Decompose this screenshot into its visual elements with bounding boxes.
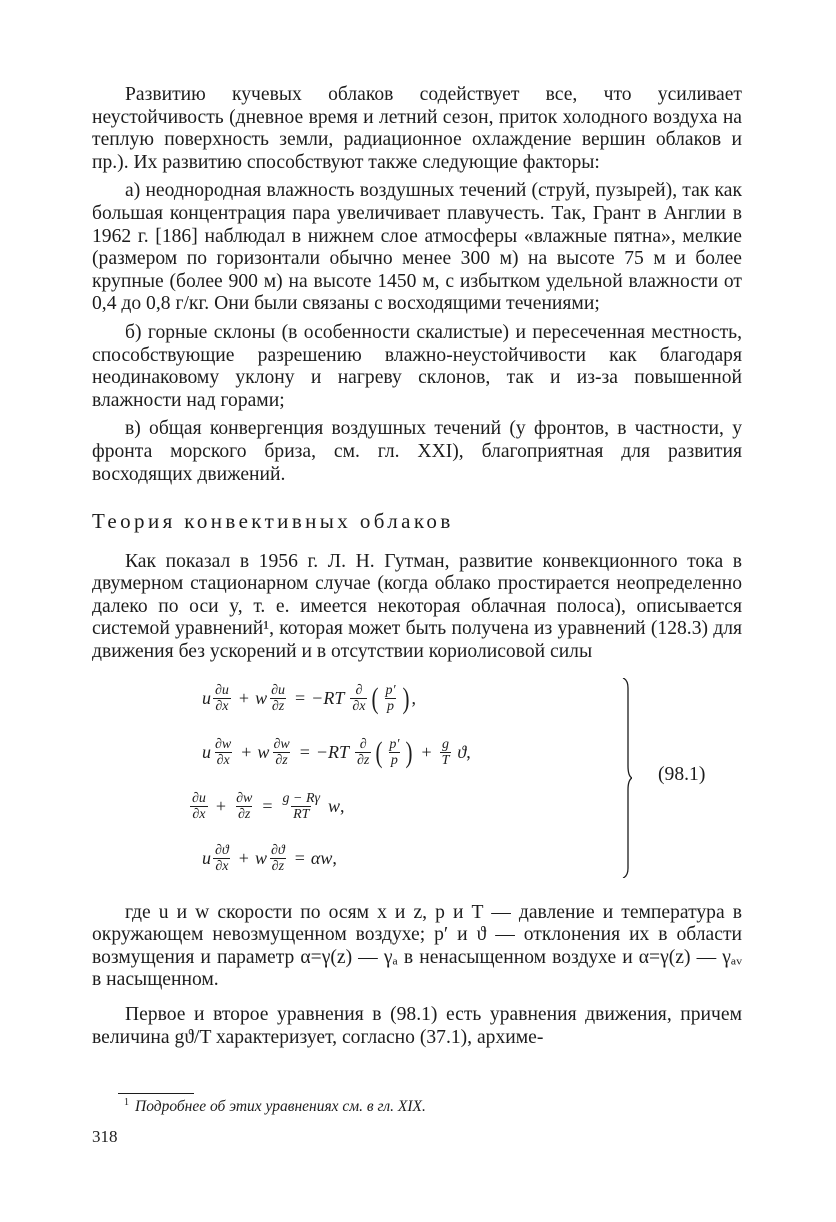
right-brace-icon — [622, 678, 632, 878]
equation-number: (98.1) — [658, 763, 706, 785]
equation-3: $\frac{\partial u}{\partial x}$ + $\frac{\partial w}{\partial z}$ = $\frac{g - R\gamma}{RT}$ w , — [192, 791, 345, 823]
footnote-text: Подробнее об этих уравнениях см. в гл. XIX. — [135, 1098, 426, 1116]
paragraph-last: Первое и второе уравнения в (98.1) есть уравнения движения, причем величина gϑ/T характеризует, согласно (37.1), архиме- — [92, 1004, 742, 1048]
section-heading: Теория конвективных облаков — [92, 509, 454, 534]
list-item-a: а) неоднородная влажность воздушных течений (струй, пузырей), так как большая концентрация пара увеличивает плавучесть. Так, Грант в Англии в 1962 г. [186] наблюдал в нижнем слое атмосферы «влажные пятна», мелкие (размером по горизонтали обычно менее 300 м) на высоте 75 м и более крупные (более 900 м) на высоте 1450 м, с избытком удельной влажности от 0,4 до 0,8 г/кг. Они были связаны с восходящими течениями; — [92, 180, 742, 315]
page-number: 318 — [92, 1127, 118, 1146]
paragraph-intro: Развитию кучевых облаков содействует все, что усиливает неустойчивость (дневное время и летний сезон, приток холодного воздуха на теплую поверхность земли, радиационное охлаждение вершин облаков и пр.). Их развитию способствуют также следующие факторы: — [92, 84, 742, 173]
page-body — [92, 84, 742, 1049]
footnote-rule — [118, 1093, 194, 1094]
paragraph-where: где u и w скорости по осям x и z, p и T — давление и температура в окружающем невозмущенном воздухе; p′ и ϑ — отклонения их в области возмущения и параметр α=γ(z) — γₐ в ненасыщенном воздухе и α=γ(z) — γₐᵥ в насыщенном. — [92, 901, 742, 991]
equation-4: u $\frac{\partial ϑ}{\partial x}$ + w $\frac{\partial ϑ}{\partial z}$ = αw , — [202, 843, 337, 875]
paragraph-theory: Как показал в 1956 г. Л. Н. Гутман, развитие конвекционного тока в двумерном стационарном случае (когда облако простирается неопределенно далеко по оси y, т. е. имеется некоторая облачная полоса), описывается системой уравнений¹, которая может быть получена из уравнений (128.3) для движения без ускорений и в отсутствии кориолисовой силы — [92, 550, 742, 663]
list-item-b: б) горные склоны (в особенности скалистые) и пересеченная местность, способствующие разрешению влажно-неустойчивости как благодаря неодинаковому уклону и нагреву склонов, так и из-за повышенной влажности над горами; — [92, 321, 742, 411]
equation-system-98-1 — [92, 674, 742, 888]
factor-list — [92, 180, 742, 486]
equation-1: u $\frac{\partial u}{\partial x}$ + w $\frac{\partial u}{\partial z}$ = −RT $\frac{\partial}{\partial x}$ ( $\frac{p'}{p}$ ) , — [202, 681, 417, 715]
footnote — [124, 1097, 426, 1116]
equation-2: u $\frac{\partial w}{\partial x}$ + w $\frac{\partial w}{\partial z}$ = −RT $\frac{\partial}{\partial z}$ ( $\frac{p'}{p}$ ) + $\frac{g}{T}$ ϑ , — [202, 735, 471, 769]
list-item-c: в) общая конвергенция воздушных течений (у фронтов, в частности, у фронта морского бриза, см. гл. XXI), благоприятная для развития восходящих движений. — [92, 418, 742, 485]
footnote-marker: 1 — [124, 1097, 129, 1108]
